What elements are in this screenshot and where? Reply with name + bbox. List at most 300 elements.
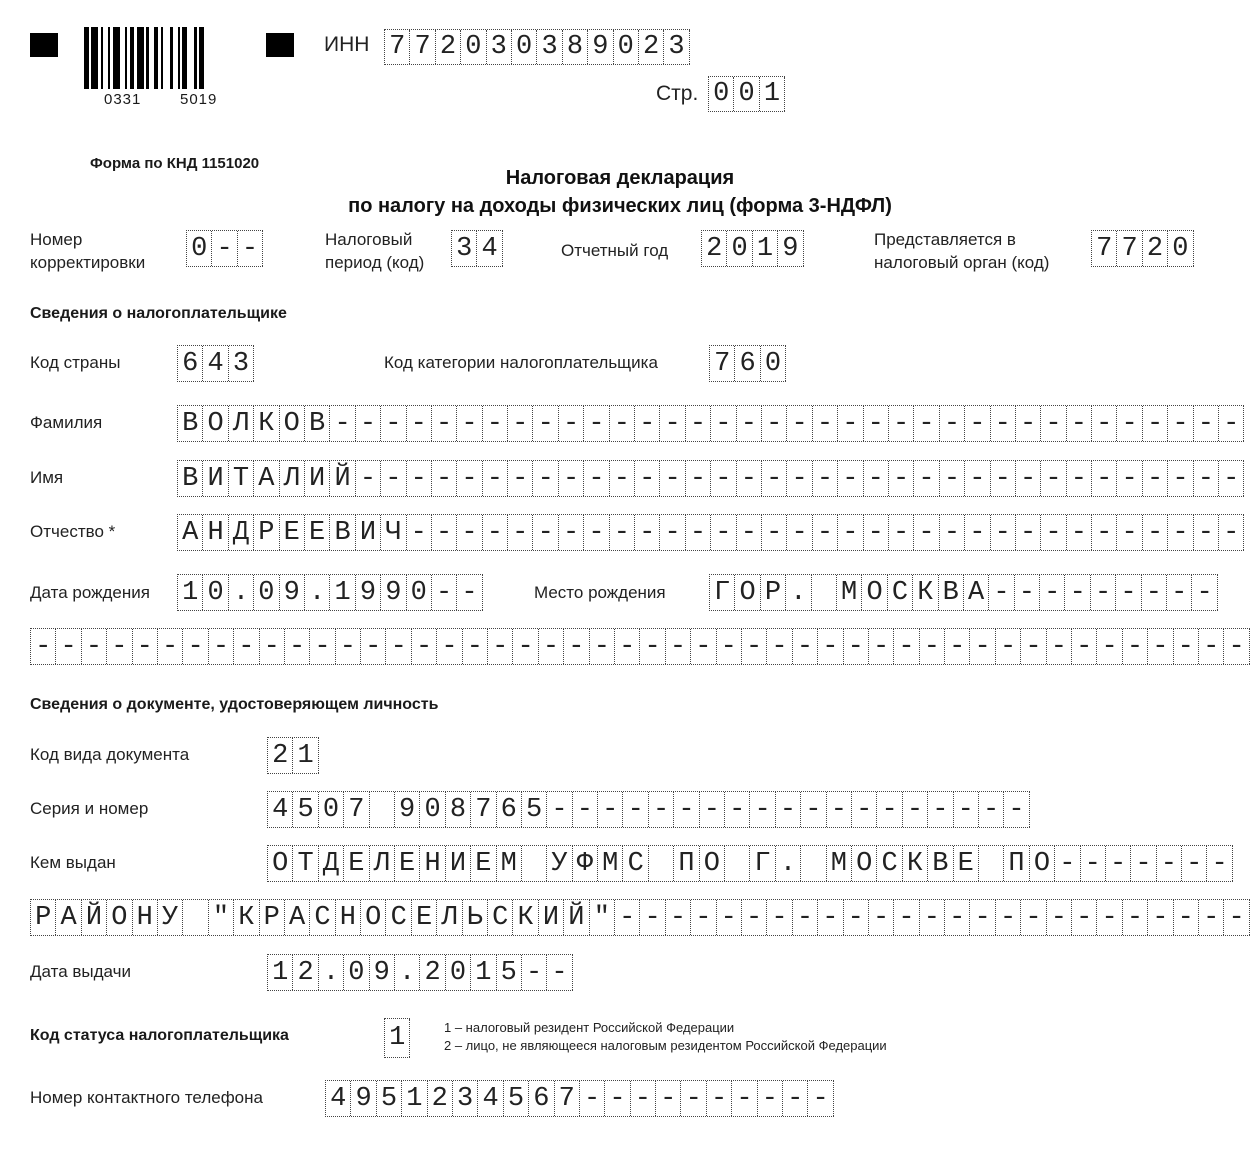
- inn-field-cell: 3: [537, 30, 562, 64]
- phone-field[interactable]: [325, 1080, 834, 1117]
- surname-field-cell: -: [711, 406, 736, 441]
- birth-place-field-line2-cell: -: [437, 629, 462, 664]
- name-field-cell: -: [991, 461, 1016, 496]
- issued-by-field-line2-cell: -: [1174, 900, 1199, 935]
- birth-place-field-line2-cell: -: [107, 629, 132, 664]
- series-number-field-cell: -: [801, 792, 826, 827]
- correction-number-field[interactable]: [186, 230, 263, 267]
- name-field-cell: -: [457, 461, 482, 496]
- birth-place-field-cell: Р: [761, 575, 786, 610]
- phone-field-cell: 5: [377, 1081, 402, 1116]
- birth-place-field-cell: -: [1091, 575, 1116, 610]
- birth-place-field-line2-cell: -: [310, 629, 335, 664]
- patronymic-field-cell: И: [356, 515, 381, 550]
- birth-place-field-line2-cell: -: [488, 629, 513, 664]
- birth-place-field-line2-cell: -: [260, 629, 285, 664]
- birth-place-field-line2-cell: -: [970, 629, 995, 664]
- patronymic-field-cell: -: [559, 515, 584, 550]
- phone-field-cell: 2: [428, 1081, 453, 1116]
- name-field-cell: -: [864, 461, 889, 496]
- patronymic-field[interactable]: [177, 514, 1244, 551]
- barcode: [84, 27, 244, 89]
- issued-by-field-line2-cell: -: [1123, 900, 1148, 935]
- inn-label: ИНН: [324, 33, 370, 56]
- birth-date-field-cell: 9: [381, 575, 406, 610]
- series-number-field-cell: 5: [293, 792, 318, 827]
- birth-place-field-cell: -: [1167, 575, 1192, 610]
- patronymic-field-cell: -: [787, 515, 812, 550]
- country-code-field-cell: 4: [203, 346, 228, 381]
- patronymic-field-cell: -: [864, 515, 889, 550]
- issued-by-field-line2[interactable]: [30, 899, 1250, 936]
- phone-field-cell: -: [758, 1081, 783, 1116]
- birth-place-field-line2-cell: -: [666, 629, 691, 664]
- name-field-cell: -: [1117, 461, 1142, 496]
- surname-field-cell: -: [1219, 406, 1244, 441]
- surname-field-cell: -: [686, 406, 711, 441]
- birth-place-field-line2-cell: -: [82, 629, 107, 664]
- issued-by-field-cell: О: [700, 846, 725, 881]
- surname-field-cell: -: [660, 406, 685, 441]
- inn-field-cell: 0: [614, 30, 639, 64]
- patronymic-field-cell: -: [1092, 515, 1117, 550]
- surname-field-cell: -: [407, 406, 432, 441]
- series-number-field[interactable]: [267, 791, 1030, 828]
- series-number-field-cell: -: [750, 792, 775, 827]
- issued-by-field-line2-cell: С: [386, 900, 411, 935]
- issued-by-field-cell: [522, 846, 547, 881]
- birth-place-field-line2-cell: -: [1021, 629, 1046, 664]
- birth-place-field-line2-cell: -: [564, 629, 589, 664]
- issued-by-field-cell: -: [1182, 846, 1207, 881]
- issued-by-field-line2-cell: -: [640, 900, 665, 935]
- inn-field-cell: 7: [410, 30, 435, 64]
- category-code-label: Код категории налогоплательщика: [384, 353, 658, 372]
- issued-by-field-line2-cell: Й: [564, 900, 589, 935]
- inn-field-cell: 9: [588, 30, 613, 64]
- birth-place-field-cell: -: [1192, 575, 1217, 610]
- surname-field-cell: -: [508, 406, 533, 441]
- barcode-bar: [170, 27, 172, 89]
- patronymic-field-cell: -: [457, 515, 482, 550]
- name-field-cell: -: [1143, 461, 1168, 496]
- birth-place-field-line2-cell: -: [1148, 629, 1173, 664]
- name-field-cell: -: [940, 461, 965, 496]
- name-field[interactable]: [177, 460, 1244, 497]
- form-code: Форма по КНД 1151020: [90, 155, 260, 172]
- name-field-cell: -: [711, 461, 736, 496]
- issued-by-field-line2-cell: -: [793, 900, 818, 935]
- phone-label: Номер контактного телефона: [30, 1088, 263, 1107]
- name-field-cell: -: [914, 461, 939, 496]
- phone-field-cell: 4: [326, 1081, 351, 1116]
- birth-place-field-line2-cell: -: [590, 629, 615, 664]
- issued-by-field-line2-cell: -: [1072, 900, 1097, 935]
- category-code-field-cell: 7: [710, 346, 735, 381]
- series-number-field-cell: -: [979, 792, 1004, 827]
- alignment-marker-right: [266, 33, 294, 57]
- issue-date-field-cell: 0: [446, 955, 471, 990]
- name-field-cell: -: [838, 461, 863, 496]
- name-field-cell: -: [1168, 461, 1193, 496]
- patronymic-field-cell: -: [610, 515, 635, 550]
- patronymic-field-cell: -: [889, 515, 914, 550]
- birth-place-field-line2-cell: -: [386, 629, 411, 664]
- surname-field-cell: -: [1143, 406, 1168, 441]
- phone-field-cell: 3: [453, 1081, 478, 1116]
- barcode-bar: [91, 27, 98, 89]
- issued-by-field-cell: Ф: [573, 846, 598, 881]
- issued-by-field-cell: Л: [370, 846, 395, 881]
- barcode-number-1: 0331: [104, 91, 142, 108]
- surname-field-cell: -: [813, 406, 838, 441]
- name-field-cell: -: [686, 461, 711, 496]
- issue-date-field-cell: 0: [344, 955, 369, 990]
- issue-date-field-cell: 2: [293, 955, 318, 990]
- inn-field-cell: 3: [487, 30, 512, 64]
- name-field-cell: -: [1194, 461, 1219, 496]
- issued-by-field-cell: Е: [954, 846, 979, 881]
- issue-date-label: Дата выдачи: [30, 962, 131, 981]
- issue-date-field[interactable]: [267, 954, 573, 991]
- surname-field-cell: -: [864, 406, 889, 441]
- birth-date-field-cell: 9: [280, 575, 305, 610]
- series-number-field-cell: 4: [268, 792, 293, 827]
- patronymic-field-cell: -: [737, 515, 762, 550]
- issued-by-field-line2-cell: Е: [412, 900, 437, 935]
- phone-field-cell: -: [681, 1081, 706, 1116]
- issued-by-field-cell: Е: [471, 846, 496, 881]
- birth-place-field-line2-cell: -: [183, 629, 208, 664]
- series-number-field-cell: [370, 792, 395, 827]
- issued-by-field-line2-cell: -: [1021, 900, 1046, 935]
- issued-by-field-cell: -: [1081, 846, 1106, 881]
- issued-by-field-cell: Е: [344, 846, 369, 881]
- patronymic-field-cell: -: [940, 515, 965, 550]
- name-field-cell: -: [533, 461, 558, 496]
- page-number-field-cell: 0: [709, 77, 734, 111]
- issued-by-field-line2-cell: -: [970, 900, 995, 935]
- issue-date-field-cell: .: [395, 955, 420, 990]
- phone-field-cell: 7: [555, 1081, 580, 1116]
- issued-by-field-cell: М: [598, 846, 623, 881]
- patronymic-field-cell: -: [914, 515, 939, 550]
- name-field-cell: Й: [330, 461, 355, 496]
- barcode-bar: [101, 27, 103, 89]
- patronymic-field-cell: -: [711, 515, 736, 550]
- surname-field-cell: О: [203, 406, 228, 441]
- birth-place-field-line2[interactable]: [30, 628, 1250, 665]
- patronymic-field-cell: -: [1194, 515, 1219, 550]
- birth-place-field-line2-cell: -: [1047, 629, 1072, 664]
- issued-by-field-cell: Е: [395, 846, 420, 881]
- patronymic-field-cell: -: [483, 515, 508, 550]
- barcode-bar: [178, 27, 180, 89]
- birth-place-field[interactable]: [709, 574, 1218, 611]
- tax-authority-field[interactable]: [1091, 230, 1194, 267]
- barcode-bar: [161, 27, 163, 89]
- issued-by-field-cell: .: [776, 846, 801, 881]
- birth-place-field-line2-cell: -: [209, 629, 234, 664]
- tax-authority-field-cell: 0: [1168, 231, 1193, 266]
- issued-by-field-line2-cell: -: [742, 900, 767, 935]
- birth-place-field-line2-cell: -: [463, 629, 488, 664]
- patronymic-field-cell: А: [178, 515, 203, 550]
- status-note-2: 2 – лицо, не являющееся налоговым резидентом Российской Федерации: [444, 1038, 887, 1053]
- issued-by-field-line2-cell: А: [56, 900, 81, 935]
- issued-by-field-line2-cell: С: [310, 900, 335, 935]
- surname-field-cell: -: [1092, 406, 1117, 441]
- patronymic-field-cell: -: [533, 515, 558, 550]
- phone-field-cell: 5: [504, 1081, 529, 1116]
- birth-place-field-cell: О: [862, 575, 887, 610]
- report-year-field-cell: 0: [727, 231, 752, 266]
- patronymic-field-cell: -: [635, 515, 660, 550]
- issued-by-field-line2-cell: К: [513, 900, 538, 935]
- birth-date-field-cell: 1: [330, 575, 355, 610]
- series-number-field-cell: 6: [497, 792, 522, 827]
- birth-place-field-cell: В: [939, 575, 964, 610]
- phone-field-cell: -: [732, 1081, 757, 1116]
- issued-by-field-line2-cell: -: [996, 900, 1021, 935]
- barcode-bar: [130, 27, 135, 89]
- surname-field-cell: -: [356, 406, 381, 441]
- patronymic-field-cell: -: [965, 515, 990, 550]
- issued-by-field-cell: [979, 846, 1004, 881]
- series-number-field-cell: -: [776, 792, 801, 827]
- birth-place-field-line2-cell: -: [767, 629, 792, 664]
- taxpayer-status-field-cell: 1: [385, 1019, 410, 1057]
- status-note-1: 1 – налоговый резидент Российской Федерации: [444, 1020, 735, 1035]
- issued-by-field-line2-cell: -: [945, 900, 970, 935]
- issued-by-field-line2-cell: -: [1199, 900, 1224, 935]
- surname-field-cell: -: [457, 406, 482, 441]
- patronymic-field-cell: Ч: [381, 515, 406, 550]
- patronymic-field-cell: -: [686, 515, 711, 550]
- series-number-field-cell: -: [623, 792, 648, 827]
- patronymic-field-cell: -: [432, 515, 457, 550]
- country-code-field-cell: 3: [229, 346, 254, 381]
- phone-field-cell: -: [783, 1081, 808, 1116]
- surname-field-cell: -: [1067, 406, 1092, 441]
- patronymic-field-cell: -: [508, 515, 533, 550]
- birth-place-field-line2-cell: -: [158, 629, 183, 664]
- issued-by-field-cell: -: [1207, 846, 1232, 881]
- category-code-field-cell: 6: [735, 346, 760, 381]
- name-field-cell: -: [559, 461, 584, 496]
- issued-by-label: Кем выдан: [30, 853, 116, 872]
- birth-place-field-line2-cell: -: [285, 629, 310, 664]
- issued-by-field-cell: [801, 846, 826, 881]
- issued-by-field-line2-cell: -: [869, 900, 894, 935]
- birth-place-field-cell: -: [1065, 575, 1090, 610]
- surname-label: Фамилия: [30, 413, 103, 432]
- issued-by-field-line2-cell: А: [285, 900, 310, 935]
- issued-by-field-line2-cell: -: [844, 900, 869, 935]
- alignment-marker-left: [30, 33, 58, 57]
- patronymic-field-cell: Н: [203, 515, 228, 550]
- name-field-cell: -: [407, 461, 432, 496]
- name-field-cell: -: [787, 461, 812, 496]
- series-number-field-cell: 0: [420, 792, 445, 827]
- barcode-bar: [146, 27, 148, 89]
- issued-by-field-cell: О: [1030, 846, 1055, 881]
- series-number-field-cell: -: [827, 792, 852, 827]
- inn-field-cell: 7: [385, 30, 410, 64]
- barcode-bar: [108, 27, 110, 89]
- birth-date-field-cell: 0: [203, 575, 228, 610]
- patronymic-field-cell: -: [1016, 515, 1041, 550]
- issued-by-field-line2-cell: -: [615, 900, 640, 935]
- birth-place-field-cell: -: [1015, 575, 1040, 610]
- birth-place-field-line2-cell: -: [615, 629, 640, 664]
- inn-field-cell: 0: [461, 30, 486, 64]
- page-number-field[interactable]: [708, 76, 785, 112]
- surname-field-cell: К: [254, 406, 279, 441]
- surname-field-cell: -: [584, 406, 609, 441]
- name-field-cell: -: [610, 461, 635, 496]
- name-field-cell: -: [356, 461, 381, 496]
- surname-field-cell: О: [280, 406, 305, 441]
- barcode-number-2: 5019: [180, 91, 218, 108]
- issued-by-field-line2-cell: -: [691, 900, 716, 935]
- birth-place-field-cell: М: [837, 575, 862, 610]
- country-code-field[interactable]: [177, 345, 254, 382]
- birth-place-field-cell: -: [1040, 575, 1065, 610]
- surname-field-cell: -: [1041, 406, 1066, 441]
- issued-by-field-cell: Т: [293, 846, 318, 881]
- birth-date-field-cell: -: [457, 575, 482, 610]
- issued-by-field-cell: О: [852, 846, 877, 881]
- tax-authority-field-cell: 2: [1143, 231, 1168, 266]
- birth-place-field-cell: С: [888, 575, 913, 610]
- birth-date-field[interactable]: [177, 574, 483, 611]
- taxpayer-status-field[interactable]: [384, 1018, 410, 1058]
- birth-place-field-cell: К: [913, 575, 938, 610]
- surname-field-cell: -: [965, 406, 990, 441]
- issued-by-field-line2-cell: -: [818, 900, 843, 935]
- surname-field-cell: -: [914, 406, 939, 441]
- birth-place-field-cell: О: [735, 575, 760, 610]
- patronymic-field-cell: Р: [254, 515, 279, 550]
- issued-by-field-cell: -: [1106, 846, 1131, 881]
- issued-by-field-line2-cell: -: [1097, 900, 1122, 935]
- surname-field-cell: -: [787, 406, 812, 441]
- inn-field-cell: 8: [563, 30, 588, 64]
- birth-place-field-line2-cell: -: [920, 629, 945, 664]
- issued-by-field-line2-cell: С: [488, 900, 513, 935]
- birth-place-field-line2-cell: -: [691, 629, 716, 664]
- birth-place-field-line2-cell: -: [996, 629, 1021, 664]
- issued-by-field-line2-cell: О: [107, 900, 132, 935]
- issued-by-field-cell: К: [903, 846, 928, 881]
- patronymic-field-cell: Е: [280, 515, 305, 550]
- barcode-bar: [194, 27, 196, 89]
- birth-place-field-cell: [812, 575, 837, 610]
- series-number-field-cell: 5: [522, 792, 547, 827]
- issue-date-field-cell: 2: [420, 955, 445, 990]
- correction-number-field-cell: -: [212, 231, 237, 266]
- series-number-field-cell: 8: [446, 792, 471, 827]
- name-field-cell: И: [305, 461, 330, 496]
- patronymic-label: Отчество *: [30, 522, 116, 541]
- report-year-field[interactable]: [701, 230, 804, 267]
- issue-date-field-cell: .: [319, 955, 344, 990]
- doc-type-field[interactable]: [267, 737, 319, 774]
- issued-by-field-cell: Г: [750, 846, 775, 881]
- series-number-field-cell: -: [547, 792, 572, 827]
- birth-place-field-cell: Г: [710, 575, 735, 610]
- phone-field-cell: -: [631, 1081, 656, 1116]
- name-field-cell: -: [660, 461, 685, 496]
- issue-date-field-cell: -: [522, 955, 547, 990]
- patronymic-field-cell: -: [1168, 515, 1193, 550]
- issued-by-field[interactable]: [267, 845, 1233, 882]
- surname-field-cell: -: [940, 406, 965, 441]
- issued-by-field-line2-cell: У: [158, 900, 183, 935]
- series-number-field-cell: -: [674, 792, 699, 827]
- birth-place-field-line2-cell: -: [412, 629, 437, 664]
- correction-number-field-cell: -: [238, 231, 263, 266]
- surname-field-cell: -: [330, 406, 355, 441]
- report-year-label: Отчетный год: [561, 241, 669, 260]
- patronymic-field-cell: -: [838, 515, 863, 550]
- birth-place-field-line2-cell: -: [1097, 629, 1122, 664]
- issued-by-field-cell: -: [1131, 846, 1156, 881]
- birth-place-field-line2-cell: -: [742, 629, 767, 664]
- issued-by-field-cell: Н: [420, 846, 445, 881]
- country-code-label: Код страны: [30, 353, 121, 372]
- birth-place-field-line2-cell: -: [539, 629, 564, 664]
- birth-place-label: Место рождения: [534, 583, 666, 602]
- phone-field-cell: -: [707, 1081, 732, 1116]
- birth-place-field-line2-cell: -: [1224, 629, 1249, 664]
- issued-by-field-cell: В: [928, 846, 953, 881]
- patronymic-field-cell: -: [407, 515, 432, 550]
- issued-by-field-cell: М: [827, 846, 852, 881]
- issued-by-field-line2-cell: Н: [133, 900, 158, 935]
- birth-place-field-line2-cell: -: [1123, 629, 1148, 664]
- surname-field-cell: -: [559, 406, 584, 441]
- patronymic-field-cell: -: [991, 515, 1016, 550]
- surname-field-cell: -: [991, 406, 1016, 441]
- series-number-field-cell: 7: [471, 792, 496, 827]
- issue-date-field-cell: 1: [471, 955, 496, 990]
- issued-by-field-cell: С: [877, 846, 902, 881]
- surname-field[interactable]: [177, 405, 1244, 442]
- issued-by-field-cell: О: [268, 846, 293, 881]
- barcode-bar: [113, 27, 120, 89]
- surname-field-cell: -: [737, 406, 762, 441]
- report-year-field-cell: 1: [753, 231, 778, 266]
- issued-by-field-cell: Д: [319, 846, 344, 881]
- inn-field[interactable]: [384, 29, 690, 65]
- barcode-bar: [137, 27, 144, 89]
- tax-period-field[interactable]: [451, 230, 503, 267]
- report-year-field-cell: 2: [702, 231, 727, 266]
- barcode-bar: [199, 27, 204, 89]
- series-number-field-cell: -: [598, 792, 623, 827]
- series-number-field-cell: -: [903, 792, 928, 827]
- name-field-cell: -: [1041, 461, 1066, 496]
- phone-field-cell: 6: [529, 1081, 554, 1116]
- page-number-field-cell: 1: [760, 77, 785, 111]
- category-code-field[interactable]: [709, 345, 786, 382]
- name-field-cell: Л: [280, 461, 305, 496]
- inn-field-cell: 2: [436, 30, 461, 64]
- birth-place-field-cell: .: [786, 575, 811, 610]
- issued-by-field-cell: У: [547, 846, 572, 881]
